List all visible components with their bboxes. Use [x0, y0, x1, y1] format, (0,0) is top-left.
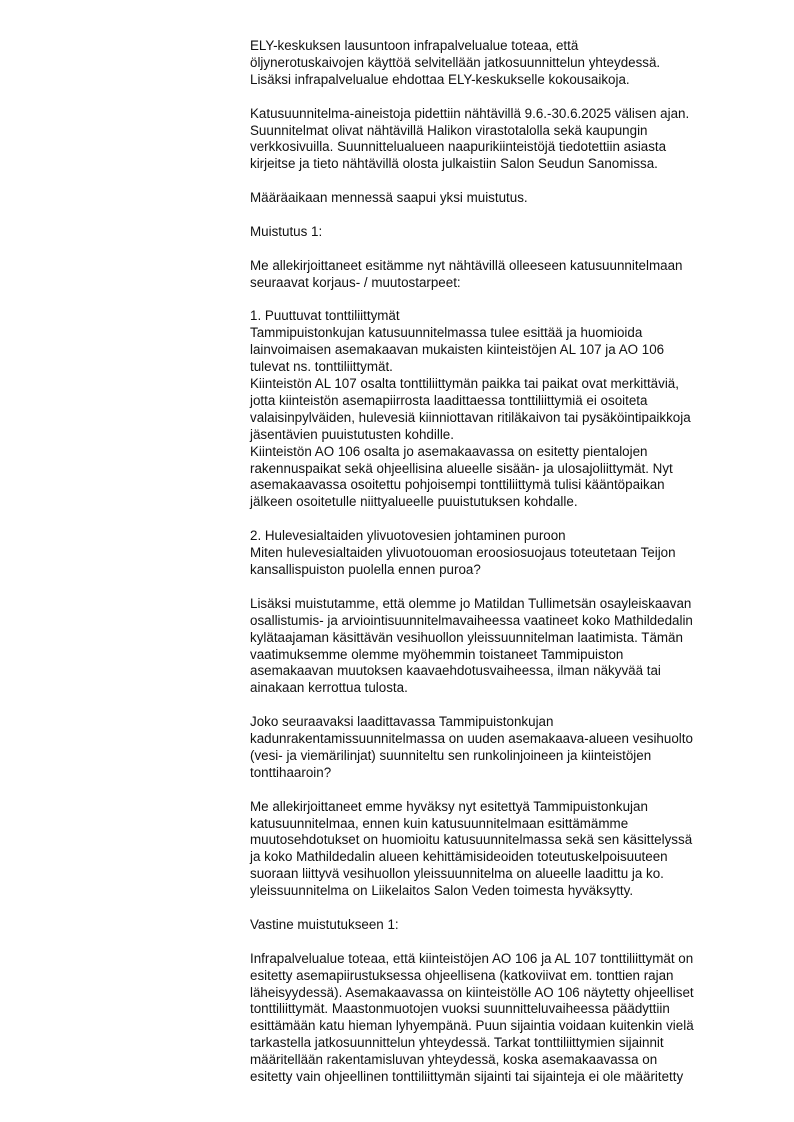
paragraph-item-1-connections: [250, 308, 750, 511]
text-line: asemakaavassa osoitettu pohjoisempi tonttiliittymä tulisi kääntöpaikan: [250, 477, 665, 493]
text-line: esitetty asemapiirustuksessa ohjeellisena (katkoviivat em. tonttien rajan: [250, 967, 674, 983]
text-line: Kiinteistön AO 106 osalta jo asemakaavassa on esitetty pientalojen: [250, 443, 648, 459]
paragraph-objection: [250, 799, 750, 900]
text-line: tonttiliittymät. Maastonmuotojen vuoksi suunnitteluvaiheessa päädyttiin: [250, 1001, 670, 1017]
text-line: kadunrakentamissuunnitelmassa on uuden asemakaava-alueen vesihuolto: [250, 731, 693, 747]
text-line: jotta kiinteistön asemapiirrosta laadittaessa tonttiliittymiä ei osoiteta: [250, 392, 648, 408]
text-line: kansallispuiston puolella ennen puroa?: [250, 562, 481, 577]
text-line: (vesi- ja viemärilinjat) suunniteltu sen runkolinjoineen ja kiinteistöjen: [250, 747, 652, 763]
text-line: muutosehdotukset on huomioitu katusuunnitelmassa sekä sen käsittelyssä: [250, 832, 693, 848]
text-line: läheisyydessä). Asemakaavassa on kiinteistölle AO 106 näytetty ohjeelliset: [250, 984, 694, 1000]
text-line: esitetty vain ohjeellinen tonttiliittymän sijainti tai sijainteja ei ole määritetty: [250, 1069, 684, 1085]
text-line: tonttihaaroin?: [250, 764, 332, 780]
text-line: jälkeen osoitetulle niittyalueelle puuistutuksen kohdalle.: [250, 494, 578, 510]
paragraph-response: [250, 951, 750, 1086]
text-line: jäsentävien puuistutusten kohdille.: [250, 426, 454, 442]
text-line: Muistutus 1:: [250, 223, 323, 239]
text-line: Infrapalvelualue toteaa, että kiinteistöjen AO 106 ja AL 107 tonttiliittymät on: [250, 950, 694, 966]
text-line: Me allekirjoittaneet emme hyväksy nyt esitettyä Tammipuistonkujan: [250, 798, 648, 814]
text-line: esittämään katu hieman lyhyempänä. Puun sijaintia voidaan kuitenkin vielä: [250, 1018, 694, 1034]
text-line: Tammipuistonkujan katusuunnitelmassa tulee esittää ja huomioida: [250, 325, 643, 341]
text-line: kylätaajaman käsittävän vesihuollon yleissuunnitelman laatimista. Tämän: [250, 629, 683, 645]
text-line: määritellään rakentamisluvan yhteydessä, koska asemakaavassa on: [250, 1052, 658, 1068]
paragraph-intro-request: [250, 258, 750, 292]
text-line: Joko seuraavaksi laadittavassa Tammipuistonkujan: [250, 714, 554, 730]
text-line: Lisäksi muistutamme, että olemme jo Matildan Tullimetsän osayleiskaavan: [250, 595, 692, 611]
text-line: verkkosivuilla. Suunnittelualueen naapurikiinteistöjä tiedotettiin asiasta: [250, 139, 667, 155]
text-line: asemakaavan muutoksen kaavaehdotusvaiheessa, ilman näkyvää tai: [250, 663, 661, 679]
text-line: tulevat ns. tonttiliittymät.: [250, 359, 393, 375]
paragraph-item-2-stormwater: [250, 528, 750, 579]
text-line: Kiinteistön AL 107 osalta tonttiliittymän paikka tai paikat ovat merkittäviä,: [250, 376, 679, 392]
text-line: osallistumis- ja arviointisuunnitelmavaiheessa vaatineet koko Mathildedalin: [250, 612, 693, 628]
text-line: kirjeitse ja tieto nähtävillä olosta julkaistiin Salon Seudun Sanomissa.: [250, 156, 658, 172]
text-line: Katusuunnitelma-aineistoja pidettiin nähtävillä 9.6.-30.6.2025 välisen ajan.: [250, 105, 690, 121]
text-line: öljynerotuskaivojen käyttöä selvitellään jatkosuunnittelun yhteydessä.: [250, 54, 661, 70]
text-line: Lisäksi infrapalvelualue ehdottaa ELY-keskukselle kokousaikoja.: [250, 71, 630, 87]
text-line: Vastine muistutukseen 1:: [250, 916, 399, 932]
paragraph-reminder: [250, 596, 750, 697]
text-line: Miten hulevesialtaiden ylivuotouoman eroosiosuojaus toteutetaan Teijon: [250, 545, 676, 561]
paragraph-ely-statement: [250, 38, 750, 89]
text-line: katusuunnitelmaa, ennen kuin katusuunnitelmaan esittämämme: [250, 815, 629, 831]
list-item-heading: 1. Puuttuvat tonttiliittymät: [250, 308, 400, 324]
heading-vastine-1: [250, 917, 750, 934]
text-line: tarkastella jatkosuunnittelun yhteydessä. Tarkat tonttiliittymien sijainnit: [250, 1035, 664, 1051]
text-line: Suunnitelmat olivat nähtävillä Halikon virastotalolla sekä kaupungin: [250, 122, 648, 138]
text-line: lainvoimaisen asemakaavan mukaisten kiinteistöjen AL 107 ja AO 106: [250, 342, 665, 358]
text-line: suoraan liittyvä vesihuollon yleissuunnitelma on alueelle laadittu ja ko.: [250, 866, 664, 882]
heading-muistutus-1: [250, 224, 750, 241]
paragraph-question-water: [250, 714, 750, 782]
paragraph-deadline: [250, 190, 750, 207]
text-line: seuraavat korjaus- / muutostarpeet:: [250, 274, 461, 290]
text-line: ainakaan kerrottua tulosta.: [250, 680, 408, 696]
text-line: valaisinpylväiden, hulevesiä kiinniottavan ritiläkaivon tai pysäköintipaikkoja: [250, 409, 691, 425]
text-line: ELY-keskuksen lausuntoon infrapalvelualue toteaa, että: [250, 38, 579, 53]
text-line: Määräaikaan mennessä saapui yksi muistutus.: [250, 190, 528, 206]
paragraph-public-display: [250, 106, 750, 174]
document-page: [250, 38, 750, 1103]
text-line: yleissuunnitelma on Liikelaitos Salon Veden toimesta hyväksytty.: [250, 883, 634, 899]
text-line: ja koko Mathildedalin alueen kehittämisideoiden toteutuskelpoisuuteen: [250, 849, 668, 865]
text-line: vaatimuksemme olemme myöhemmin toistaneet Tammipuiston: [250, 646, 624, 662]
text-line: rakennuspaikat sekä ohjeellisina alueelle sisään- ja ulosajoliittymät. Nyt: [250, 460, 673, 476]
list-item-heading: 2. Hulevesialtaiden ylivuotovesien johtaminen puroon: [250, 528, 566, 544]
text-line: Me allekirjoittaneet esitämme nyt nähtävillä olleeseen katusuunnitelmaan: [250, 257, 683, 273]
